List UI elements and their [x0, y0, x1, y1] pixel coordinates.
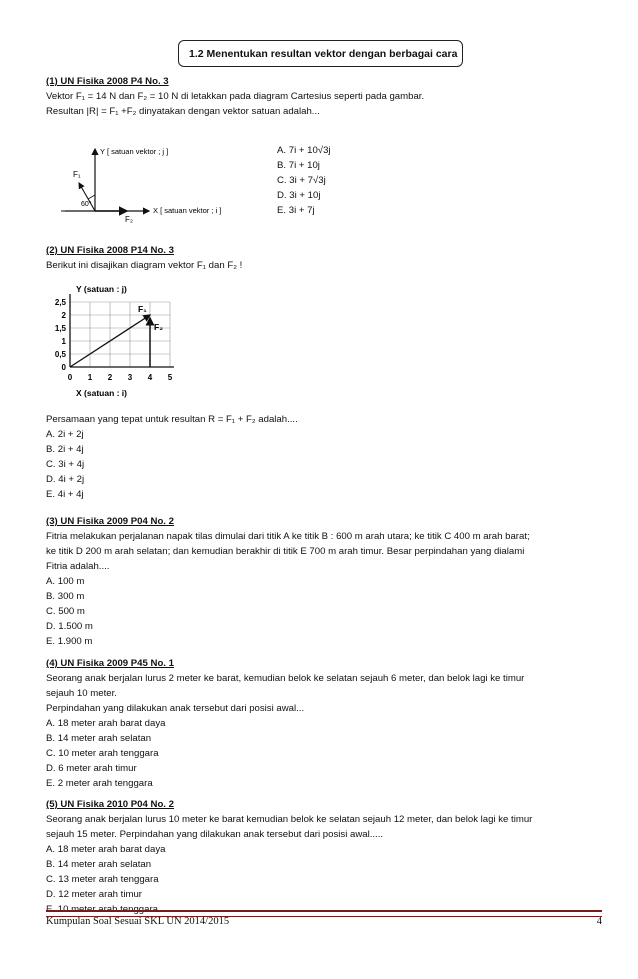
- q2-x-tick: 3: [127, 373, 133, 382]
- q4-option-d[interactable]: D. 6 meter arah timur: [46, 763, 137, 774]
- question-1: [46, 74, 606, 119]
- q1-option-b[interactable]: B. 7i + 10j: [277, 160, 320, 171]
- q2-y-tick: 1,5: [54, 324, 66, 333]
- question-3-line-2: ke titik D 200 m arah selatan; dan kemudian berakhir di titik E 700 m arah timur. Besar perpindahan yang dialami: [46, 546, 525, 557]
- q2-y-tick: 2,5: [54, 298, 66, 307]
- question-5: [46, 797, 606, 917]
- question-5-heading: (5) UN Fisika 2010 P04 No. 2: [46, 799, 174, 810]
- q3-option-d[interactable]: D. 1.500 m: [46, 621, 93, 632]
- question-4-line-3: Perpindahan yang dilakukan anak tersebut dari posisi awal...: [46, 703, 305, 714]
- q4-option-b[interactable]: B. 14 meter arah selatan: [46, 733, 152, 744]
- q2-y-tick: 2: [61, 311, 66, 320]
- question-5-line-1: Seorang anak berjalan lurus 10 meter ke barat kemudian belok ke selatan sejauh 12 meter, dan belok lagi ke timur: [46, 814, 533, 825]
- q1-x-axis-label: X [ satuan vektor ; i ]: [153, 206, 222, 215]
- q2-y-tick: 0: [61, 363, 66, 372]
- q4-option-c[interactable]: C. 10 meter arah tenggara: [46, 748, 159, 759]
- q1-f1-label: F₁: [73, 170, 81, 179]
- section-title-box: [178, 40, 463, 67]
- q2-y-tick: 1: [61, 337, 66, 346]
- q2-option-c[interactable]: C. 3i + 4j: [46, 459, 85, 470]
- question-1-line-2: Resultan |R| = F₁ +F₂ dinyatakan dengan vektor satuan adalah...: [46, 106, 320, 117]
- section-title: 1.2 Menentukan resultan vektor dengan berbagai cara: [189, 47, 458, 60]
- question-2-grid-figure: [46, 282, 206, 402]
- q1-option-a[interactable]: A. 7i + 10√3j: [277, 145, 331, 156]
- q5-option-b[interactable]: B. 14 meter arah selatan: [46, 859, 152, 870]
- q3-option-a[interactable]: A. 100 m: [46, 576, 85, 587]
- q1-option-e[interactable]: E. 3i + 7j: [277, 205, 315, 216]
- question-1-options: [277, 143, 331, 218]
- q2-x-tick: 0: [67, 373, 73, 382]
- question-3: [46, 514, 606, 649]
- q5-option-c[interactable]: C. 13 meter arah tenggara: [46, 874, 159, 885]
- page-number: 4: [596, 916, 602, 927]
- q2-x-tick: 4: [147, 373, 153, 382]
- question-1-vector-figure: [55, 143, 270, 225]
- question-4-line-1: Seorang anak berjalan lurus 2 meter ke barat, kemudian belok ke selatan sejauh 6 meter, dan belok lagi ke timur: [46, 673, 525, 684]
- q2-x-axis-label: X (satuan : i): [76, 388, 128, 398]
- q2-option-e[interactable]: E. 4i + 4j: [46, 489, 84, 500]
- q2-option-b[interactable]: B. 2i + 4j: [46, 444, 84, 455]
- question-1-heading: (1) UN Fisika 2008 P4 No. 3: [46, 76, 169, 87]
- q1-f2-label: F₂: [125, 215, 133, 224]
- question-3-heading: (3) UN Fisika 2009 P04 No. 2: [46, 516, 174, 527]
- question-1-line-1: Vektor F₁ = 14 N dan F₂ = 10 N di letakkan pada diagram Cartesius seperti pada gambar.: [46, 91, 425, 102]
- q2-f1-label: F₁: [138, 304, 147, 314]
- q2-y-tick: 0,5: [54, 350, 66, 359]
- q3-option-b[interactable]: B. 300 m: [46, 591, 85, 602]
- question-3-line-3: Fitria adalah....: [46, 561, 110, 572]
- question-5-line-2: sejauh 15 meter. Perpindahan yang dilakukan anak tersebut dari posisi awal.....: [46, 829, 384, 840]
- q4-option-e[interactable]: E. 2 meter arah tenggara: [46, 778, 153, 789]
- q1-option-d[interactable]: D. 3i + 10j: [277, 190, 321, 201]
- q3-option-e[interactable]: E. 1.900 m: [46, 636, 93, 647]
- question-4-heading: (4) UN Fisika 2009 P45 No. 1: [46, 658, 174, 669]
- q2-x-tick: 1: [87, 373, 93, 382]
- q1-angle-label: 60°: [81, 201, 92, 208]
- q2-x-tick: 2: [107, 373, 113, 382]
- q2-option-d[interactable]: D. 4i + 2j: [46, 474, 85, 485]
- q2-x-tick: 5: [167, 373, 173, 382]
- q1-angle-arc: [88, 195, 95, 199]
- q3-option-c[interactable]: C. 500 m: [46, 606, 85, 617]
- q2-f2-label: F₂: [154, 322, 163, 332]
- q4-option-a[interactable]: A. 18 meter arah barat daya: [46, 718, 166, 729]
- question-4-line-2: sejauh 10 meter.: [46, 688, 117, 699]
- q5-option-a[interactable]: A. 18 meter arah barat daya: [46, 844, 166, 855]
- q2-y-axis-label: Y (satuan : j): [76, 284, 127, 294]
- q1-y-axis-label: Y [ satuan vektor ; j ]: [100, 147, 169, 156]
- q5-option-d[interactable]: D. 12 meter arah timur: [46, 889, 142, 900]
- question-2-question: Persamaan yang tepat untuk resultan R = F₁ + F₂ adalah....: [46, 414, 298, 425]
- question-4: [46, 656, 606, 791]
- q2-option-a[interactable]: A. 2i + 2j: [46, 429, 84, 440]
- question-3-line-1: Fitria melakukan perjalanan napak tilas dimulai dari titik A ke titik B : 600 m arah utara; ke titik C 400 m arah barat;: [46, 531, 530, 542]
- q5-option-e[interactable]: E. 10 meter arah tenggara: [46, 904, 158, 915]
- question-2-heading: (2) UN Fisika 2008 P14 No. 3: [46, 245, 174, 256]
- question-2-body: [46, 412, 606, 502]
- question-2-header: [46, 243, 606, 273]
- q1-option-c[interactable]: C. 3i + 7√3j: [277, 175, 326, 186]
- question-2-intro: Berikut ini disajikan diagram vektor F₁ dan F₂ !: [46, 260, 243, 271]
- footer-title: Kumpulan Soal Sesuai SKL UN 2014/2015: [46, 916, 230, 927]
